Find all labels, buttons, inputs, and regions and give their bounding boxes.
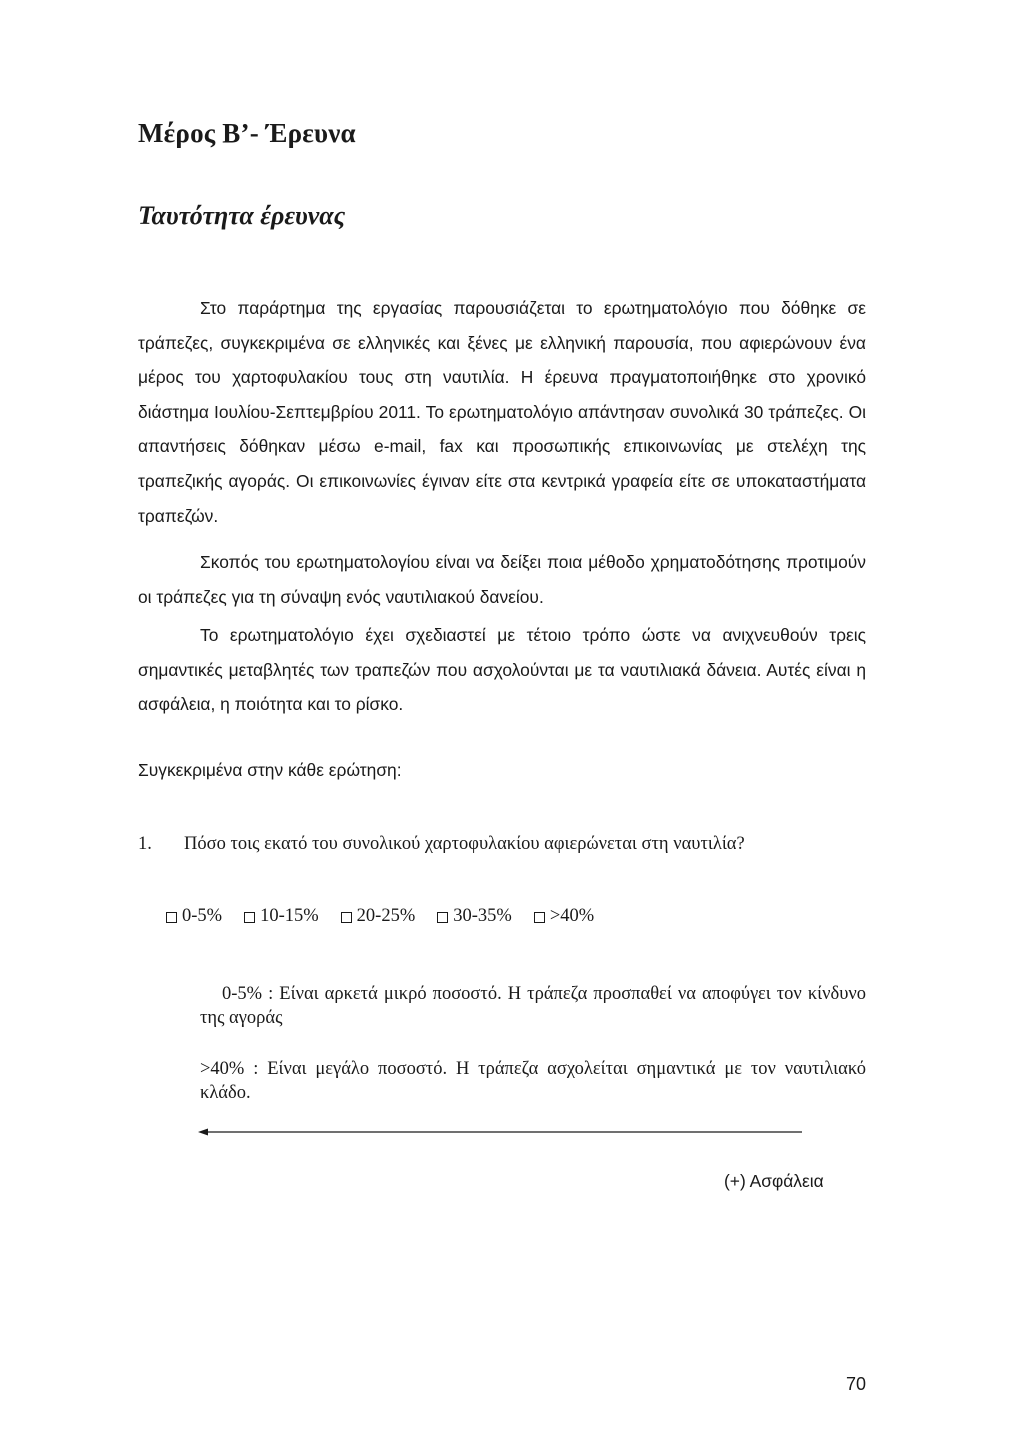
note-low-text: 0-5% : Είναι αρκετά μικρό ποσοστό. Η τράπεζα προσπαθεί να αποφύγει τον κίνδυνο της αγοράς xyxy=(200,984,866,1028)
paragraph-survey-identity: Στο παράρτημα της εργασίας παρουσιάζεται το ερωτηματολόγιο που δόθηκε σε τράπεζες, συγκεκριμένα σε ελληνικές και ξένες με ελληνική παρουσία, που αφιερώνουν ένα μέρος του χαρτοφυλακίου τους στη ναυτιλία. Η έρευνα πραγματοποιήθηκε στο χρονικό διάστημα Ιουλίου-Σεπτεμβρίου 2011. Το ερωτηματολόγιο απάντησαν συνολικά 30 τράπεζες. Οι απαντήσεις δόθηκαν μέσω e-mail, fax και προσωπικής επικοινωνίας με στελέχη της τραπεζικής αγοράς. Οι επικοινωνίες έγιναν είτε στα κεντρικά γραφεία είτε σε υποκαταστήματα τραπεζών. xyxy=(138,298,866,526)
answer-options xyxy=(166,906,616,927)
option-30-35[interactable] xyxy=(437,906,512,927)
section-title: Μέρος Β’- Έρευνα xyxy=(138,118,356,148)
option-label: 20-25% xyxy=(356,906,416,926)
subsection-title: Ταυτότητα έρευνας xyxy=(138,201,346,230)
option-label: 30-35% xyxy=(453,906,512,926)
intro-line: Συγκεκριμένα στην κάθε ερώτηση: xyxy=(138,760,402,780)
option-label: 0-5% xyxy=(182,906,223,926)
question-text: Πόσο τοις εκατό του συνολικού χαρτοφυλακίου αφιερώνεται στη ναυτιλία? xyxy=(184,834,745,854)
option-over-40[interactable] xyxy=(534,906,594,927)
paragraph-purpose: Σκοπός του ερωτηματολογίου είναι να δείξει ποια μέθοδο χρηματοδότησης προτιμούν οι τράπεζες για τη σύναψη ενός ναυτιλιακού δανείου. xyxy=(138,552,866,607)
paragraph-variables: Το ερωτηματολόγιο έχει σχεδιαστεί με τέτοιο τρόπο ώστε να ανιχνευθούν τρεις σημαντικές μεταβλητές των τραπεζών που ασχολούνται με τα ναυτιλιακά δάνεια. Αυτές είναι η ασφάλεια, η ποιότητα και το ρίσκο. xyxy=(138,625,866,715)
question-number: 1. xyxy=(138,834,152,854)
option-0-5[interactable] xyxy=(166,906,222,927)
note-high-percentage xyxy=(200,1057,866,1105)
checkbox-icon[interactable] xyxy=(166,912,177,923)
page-number: 70 xyxy=(846,1374,867,1394)
scale-arrow-icon xyxy=(198,1127,802,1137)
note-low-percentage xyxy=(200,982,866,1030)
checkbox-icon[interactable] xyxy=(534,912,545,923)
note-high-text: >40% : Είναι μεγάλο ποσοστό. Η τράπεζα ασχολείται σημαντικά με τον ναυτιλιακό κλάδο. xyxy=(200,1059,866,1103)
checkbox-icon[interactable] xyxy=(244,912,255,923)
checkbox-icon[interactable] xyxy=(341,912,352,923)
option-20-25[interactable] xyxy=(341,906,416,927)
option-10-15[interactable] xyxy=(244,906,319,927)
option-label: >40% xyxy=(549,906,595,926)
checkbox-icon[interactable] xyxy=(437,912,448,923)
option-label: 10-15% xyxy=(260,906,319,926)
scale-label: (+) Ασφάλεια xyxy=(724,1171,824,1191)
question-1 xyxy=(138,834,745,855)
